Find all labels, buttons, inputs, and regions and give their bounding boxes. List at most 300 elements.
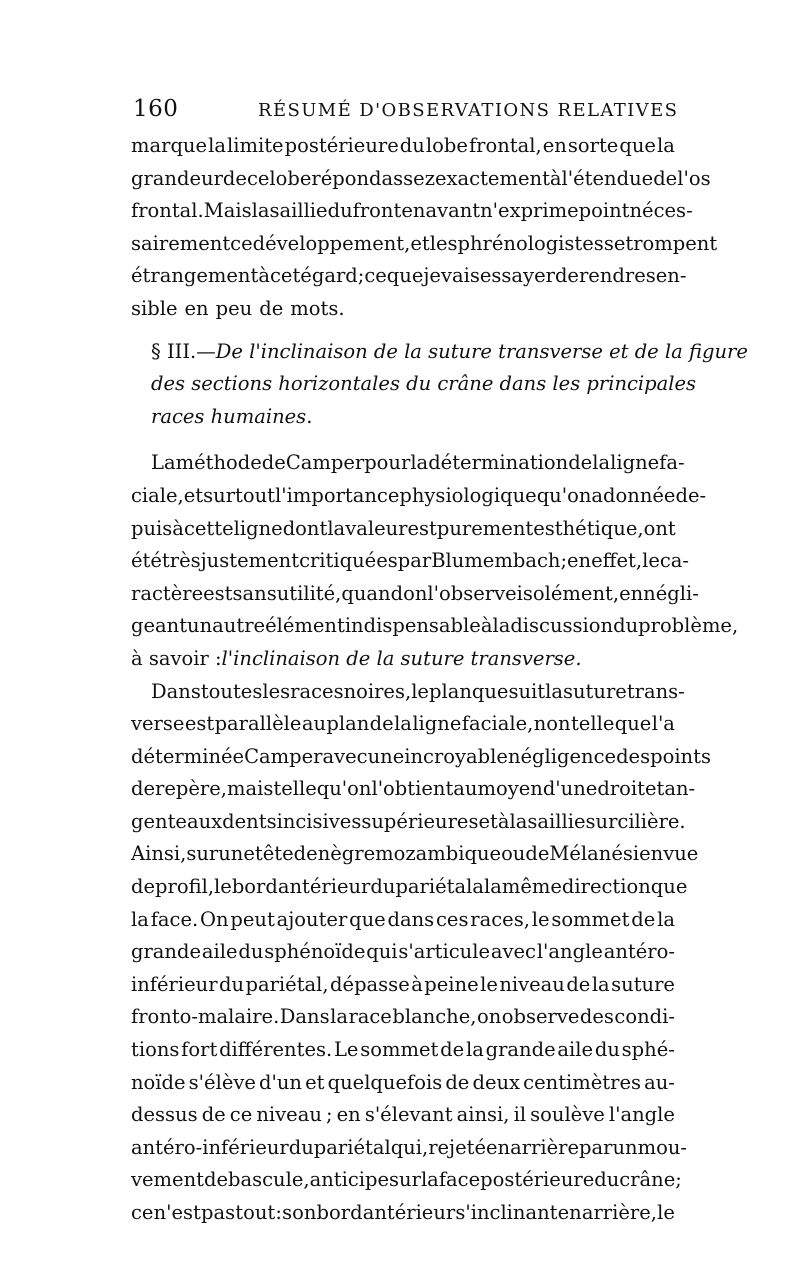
word: donnée	[603, 483, 676, 507]
word: de	[568, 451, 593, 475]
word: été	[131, 549, 162, 573]
text-line	[131, 1067, 675, 1100]
text-line	[131, 773, 696, 806]
word: arrière,	[581, 1201, 657, 1224]
section-heading-text: des sections horizontales du crâne dans les principales	[151, 372, 697, 396]
word: crâne	[619, 1168, 676, 1192]
word: qui,	[390, 1135, 429, 1159]
word: de	[554, 264, 579, 288]
word: que	[614, 712, 652, 736]
word: la	[208, 134, 226, 157]
body-text	[131, 130, 748, 1230]
word: ractère	[131, 581, 204, 605]
word: On	[200, 907, 229, 931]
word: à	[549, 166, 562, 190]
word: races,	[470, 907, 530, 931]
word: la	[591, 972, 610, 996]
word: pariétal,	[245, 972, 329, 996]
word: on	[403, 581, 428, 605]
word: justement	[200, 549, 300, 573]
word: lobe	[269, 166, 312, 190]
word: s'élève	[188, 1070, 256, 1094]
word: quand	[341, 581, 404, 605]
word: de	[566, 972, 591, 996]
word: rendre	[578, 264, 646, 288]
word: postérieure	[480, 1168, 595, 1192]
word: ca-	[659, 549, 690, 573]
word: suture	[562, 679, 627, 703]
word: que	[386, 264, 424, 288]
word: déterminée	[131, 744, 245, 768]
word: est	[203, 581, 233, 605]
word: de	[445, 1070, 470, 1094]
word: est	[184, 712, 215, 736]
word: peine	[424, 972, 479, 996]
word: noïde	[131, 1070, 186, 1094]
section-heading-text: races humaines.	[151, 404, 313, 428]
word: et	[478, 809, 498, 833]
word: profil,	[155, 875, 215, 899]
word: le	[642, 549, 660, 573]
word: de	[631, 907, 656, 931]
word: vement	[131, 1168, 204, 1192]
text-line	[131, 610, 739, 643]
word: au	[453, 777, 478, 801]
word: ;	[560, 549, 568, 573]
word: élément	[265, 614, 345, 638]
word: la	[483, 875, 502, 899]
word: ciale,	[131, 483, 184, 507]
word: ;	[325, 1103, 333, 1127]
word: ;	[675, 1168, 682, 1192]
word: bord	[231, 875, 278, 899]
word: la	[410, 451, 429, 475]
word: observe	[501, 1005, 580, 1029]
word: ou	[501, 842, 526, 866]
word: assez	[381, 166, 436, 190]
text-line	[131, 936, 675, 969]
word: blanche,	[392, 1005, 477, 1029]
word: saillie	[527, 809, 586, 833]
word: de	[525, 842, 550, 866]
word: surtout	[203, 483, 276, 507]
word: il	[513, 1103, 527, 1127]
section-heading-line	[131, 336, 748, 369]
text-line	[131, 904, 675, 937]
word: la	[327, 516, 346, 540]
paragraph-1	[131, 130, 718, 326]
word: les	[262, 679, 291, 703]
word: la	[545, 679, 563, 703]
word: droite	[597, 777, 657, 801]
word: condi-	[614, 1005, 675, 1029]
word: l'obtient	[371, 777, 454, 801]
text-line	[131, 741, 711, 774]
word: son	[282, 1201, 317, 1224]
word: physiologique	[399, 483, 537, 507]
word: antérieur	[362, 1201, 456, 1224]
word: la	[657, 907, 675, 931]
word: nègre	[317, 842, 376, 866]
word: antéro-	[603, 940, 675, 964]
word: dents	[222, 809, 277, 833]
word: répond	[311, 166, 382, 190]
text-line	[131, 513, 675, 546]
word: que	[650, 875, 688, 899]
word: vais	[440, 264, 480, 288]
word: utilité,	[276, 581, 342, 605]
word: Camper	[244, 744, 323, 768]
word: et	[183, 483, 204, 507]
text-line	[131, 1001, 675, 1034]
word: surcilière.	[585, 809, 686, 833]
word: ce	[246, 166, 270, 190]
word: telle	[570, 712, 615, 736]
word: en	[401, 199, 426, 223]
word: dans	[387, 907, 435, 931]
word: pariétal	[395, 875, 473, 899]
word: de	[259, 296, 284, 320]
word: du	[594, 1168, 620, 1192]
word: quelquefois	[327, 1070, 443, 1094]
word: inférieur	[131, 972, 218, 996]
text-line	[131, 708, 675, 741]
word: la	[509, 809, 528, 833]
word: le	[657, 1201, 675, 1224]
word: une	[367, 744, 405, 768]
word: la	[657, 134, 675, 157]
word: plan	[428, 679, 472, 703]
word: a	[591, 483, 604, 507]
word: s'articule	[398, 940, 491, 964]
word: marque	[131, 134, 208, 157]
word: avec	[490, 940, 536, 964]
word: en	[486, 1135, 511, 1159]
text-line	[131, 1034, 675, 1067]
word: qu'on	[316, 777, 372, 801]
word: sommet	[360, 1038, 439, 1062]
word: suture	[611, 972, 675, 996]
word: postérieure	[284, 134, 399, 157]
page-number: 160	[133, 96, 179, 122]
word: grande	[131, 940, 202, 964]
paragraph-2-last-prefix: à savoir :	[131, 646, 222, 670]
word: qui	[366, 940, 398, 964]
text-line	[131, 163, 711, 196]
word: sairement	[131, 231, 231, 255]
word: du	[399, 134, 425, 157]
word: sans	[232, 581, 277, 605]
text-line	[131, 260, 687, 293]
word: arrière	[510, 1135, 580, 1159]
word: un	[612, 1135, 638, 1159]
word: l'observe	[427, 581, 517, 605]
word: repère,	[155, 777, 227, 801]
word: le	[531, 907, 550, 931]
word: bascule,	[228, 1168, 310, 1192]
text-line	[131, 578, 699, 611]
word: grandeur	[131, 166, 223, 190]
word: ligne	[412, 712, 462, 736]
word: aile	[201, 940, 238, 964]
word: du	[370, 875, 396, 899]
word: s'élevant	[364, 1103, 453, 1127]
word: la	[330, 1005, 348, 1029]
word: Mais	[203, 199, 252, 223]
word: direction	[561, 875, 651, 899]
word: Dans	[279, 1005, 330, 1029]
word: des	[579, 1005, 614, 1029]
word: de	[293, 842, 318, 866]
word: aile	[557, 1038, 594, 1062]
word: pas	[201, 1201, 236, 1224]
word: noires,	[343, 679, 412, 703]
word: ligne	[610, 451, 660, 475]
word: en	[336, 1103, 361, 1127]
word: geant	[131, 614, 188, 638]
word: se	[603, 231, 626, 255]
word: suit	[508, 679, 546, 703]
word: par	[397, 549, 432, 573]
word: fa-	[659, 451, 685, 475]
text-line	[131, 838, 699, 871]
word: sur	[186, 842, 219, 866]
word: exactement	[435, 166, 550, 190]
word: trompent	[625, 231, 718, 255]
word: deux	[472, 1070, 521, 1094]
word: le	[480, 972, 498, 996]
word: discussion	[510, 614, 614, 638]
word: limite	[227, 134, 284, 157]
word: la	[251, 199, 270, 223]
word: aux	[186, 809, 223, 833]
text-line	[131, 806, 686, 839]
word: cet	[269, 264, 301, 288]
word: verse	[131, 712, 185, 736]
word: front	[352, 199, 402, 223]
word: sen-	[645, 264, 687, 288]
word: très	[161, 549, 201, 573]
word: problème,	[638, 614, 739, 638]
text-line	[131, 871, 688, 904]
word: trans-	[626, 679, 685, 703]
word: mou-	[637, 1135, 687, 1159]
word: :	[275, 1201, 282, 1224]
word: mozambique	[375, 842, 502, 866]
word: ces	[436, 907, 469, 931]
word: de	[222, 166, 247, 190]
word: de	[440, 1038, 465, 1062]
word: négli-	[643, 581, 699, 605]
word: isolément,	[516, 581, 620, 605]
word: La	[151, 451, 176, 475]
paragraph-3	[131, 676, 711, 1230]
word: fort	[181, 1038, 218, 1062]
word: dessus	[131, 1103, 198, 1127]
word: critiquées	[299, 549, 398, 573]
word: niveau	[256, 1103, 322, 1127]
word: du	[594, 1038, 620, 1062]
word: au-	[644, 1070, 675, 1094]
word: à	[411, 972, 423, 996]
word: soulève	[530, 1103, 605, 1127]
word: au	[301, 712, 326, 736]
word: sur	[389, 1168, 421, 1192]
text-line	[131, 447, 685, 480]
word: on	[476, 1005, 502, 1029]
section-number: § III.	[151, 339, 197, 363]
word: étrangement	[131, 264, 259, 288]
running-title: RÉSUMÉ D'OBSERVATIONS RELATIVES	[258, 100, 679, 121]
text-line	[131, 1132, 687, 1165]
word: les	[429, 231, 458, 255]
word: de	[201, 1103, 226, 1127]
word: Mélanésien	[549, 842, 664, 866]
word: en	[542, 134, 567, 157]
text-line	[131, 969, 675, 1002]
word: méthode	[175, 451, 262, 475]
word: centimètres	[523, 1070, 642, 1094]
word: frontal.	[131, 199, 204, 223]
word: grande	[485, 1038, 556, 1062]
word: ajouter	[276, 907, 348, 931]
word: autre	[212, 614, 266, 638]
word: point	[578, 199, 630, 223]
word: sphé-	[621, 1038, 675, 1062]
word: tout	[235, 1201, 276, 1224]
word: tions	[131, 1038, 180, 1062]
word: la	[131, 907, 149, 931]
word: Dans	[151, 679, 201, 703]
word: est	[407, 516, 437, 540]
word: sorte	[567, 134, 619, 157]
word: à	[480, 614, 493, 638]
text-line	[131, 676, 685, 709]
word: néces-	[629, 199, 693, 223]
word: pour	[364, 451, 411, 475]
word: s'inclinant	[455, 1201, 558, 1224]
word: égard	[300, 264, 358, 288]
word: mais	[226, 777, 274, 801]
word: n'est	[153, 1201, 201, 1224]
word: puis	[131, 516, 173, 540]
word: tête	[254, 842, 294, 866]
word: pariétal	[313, 1135, 391, 1159]
word: face.	[150, 907, 199, 931]
word: la	[394, 712, 412, 736]
word: de-	[675, 483, 707, 507]
word: de	[261, 451, 286, 475]
word: la	[465, 1038, 484, 1062]
word: en	[567, 549, 592, 573]
word: effet,	[591, 549, 643, 573]
word: avec	[322, 744, 368, 768]
word: valeur	[345, 516, 408, 540]
word: l'étendue	[561, 166, 654, 190]
word: et	[305, 1070, 325, 1094]
word: à	[497, 809, 510, 833]
page-header	[133, 96, 693, 126]
word: anticipe	[309, 1168, 390, 1192]
word: Blumembach	[431, 549, 561, 573]
word: peu	[215, 296, 253, 320]
word: races	[290, 679, 344, 703]
word: incroyable	[404, 744, 508, 768]
word: une	[218, 842, 255, 866]
word: la	[420, 1168, 439, 1192]
word: purement	[436, 516, 534, 540]
word: a	[472, 875, 484, 899]
word: lobe	[425, 134, 468, 157]
word: points	[650, 744, 711, 768]
word: antérieur	[277, 875, 371, 899]
section-heading	[131, 336, 748, 434]
word: non	[533, 712, 571, 736]
word: toutes	[200, 679, 263, 703]
section-heading-first-line	[151, 336, 748, 369]
word: race	[348, 1005, 392, 1029]
word: faciale,	[461, 712, 534, 736]
word: peut	[230, 907, 275, 931]
word: l'angle	[608, 1103, 675, 1127]
word: détermination	[428, 451, 569, 475]
text-line	[131, 545, 690, 578]
word: même	[501, 875, 562, 899]
word: d'un	[259, 1070, 302, 1094]
word: ce	[230, 231, 253, 255]
word: ainsi,	[456, 1103, 510, 1127]
word: négligence	[507, 744, 617, 768]
word: de	[369, 712, 394, 736]
word: l'a	[651, 712, 675, 736]
word: sible	[131, 296, 178, 320]
word: l'os	[677, 166, 711, 190]
word: mots.	[290, 296, 345, 320]
word: telle	[273, 777, 317, 801]
word: le	[214, 875, 232, 899]
word: qu'on	[536, 483, 592, 507]
word: Camper	[285, 451, 365, 475]
word: ce	[131, 1201, 154, 1224]
word: sommet	[551, 907, 630, 931]
word: de	[653, 166, 678, 190]
paragraph-2	[131, 447, 739, 643]
word: la	[592, 451, 611, 475]
word: que	[619, 134, 656, 157]
word: phrénologistes	[457, 231, 604, 255]
word: rejeté	[428, 1135, 487, 1159]
word: en	[619, 581, 644, 605]
word: ce	[229, 1103, 253, 1127]
word: essayer	[479, 264, 555, 288]
word: que	[471, 679, 509, 703]
text-line	[131, 195, 693, 228]
word: Ainsi,	[131, 842, 187, 866]
word: par	[579, 1135, 613, 1159]
word: la	[492, 614, 511, 638]
word: antéro-inférieur	[131, 1135, 289, 1159]
section-heading-text: —De l'inclinaison de la suture transverse et de la figure	[196, 339, 748, 363]
word: plan	[326, 712, 370, 736]
word: du	[327, 199, 353, 223]
word: de	[203, 1168, 229, 1192]
word: parallèle	[214, 712, 302, 736]
word: ligne	[233, 516, 283, 540]
text-line	[131, 293, 675, 326]
text-line	[131, 130, 675, 163]
text-line	[131, 1197, 675, 1230]
word: du	[613, 614, 639, 638]
